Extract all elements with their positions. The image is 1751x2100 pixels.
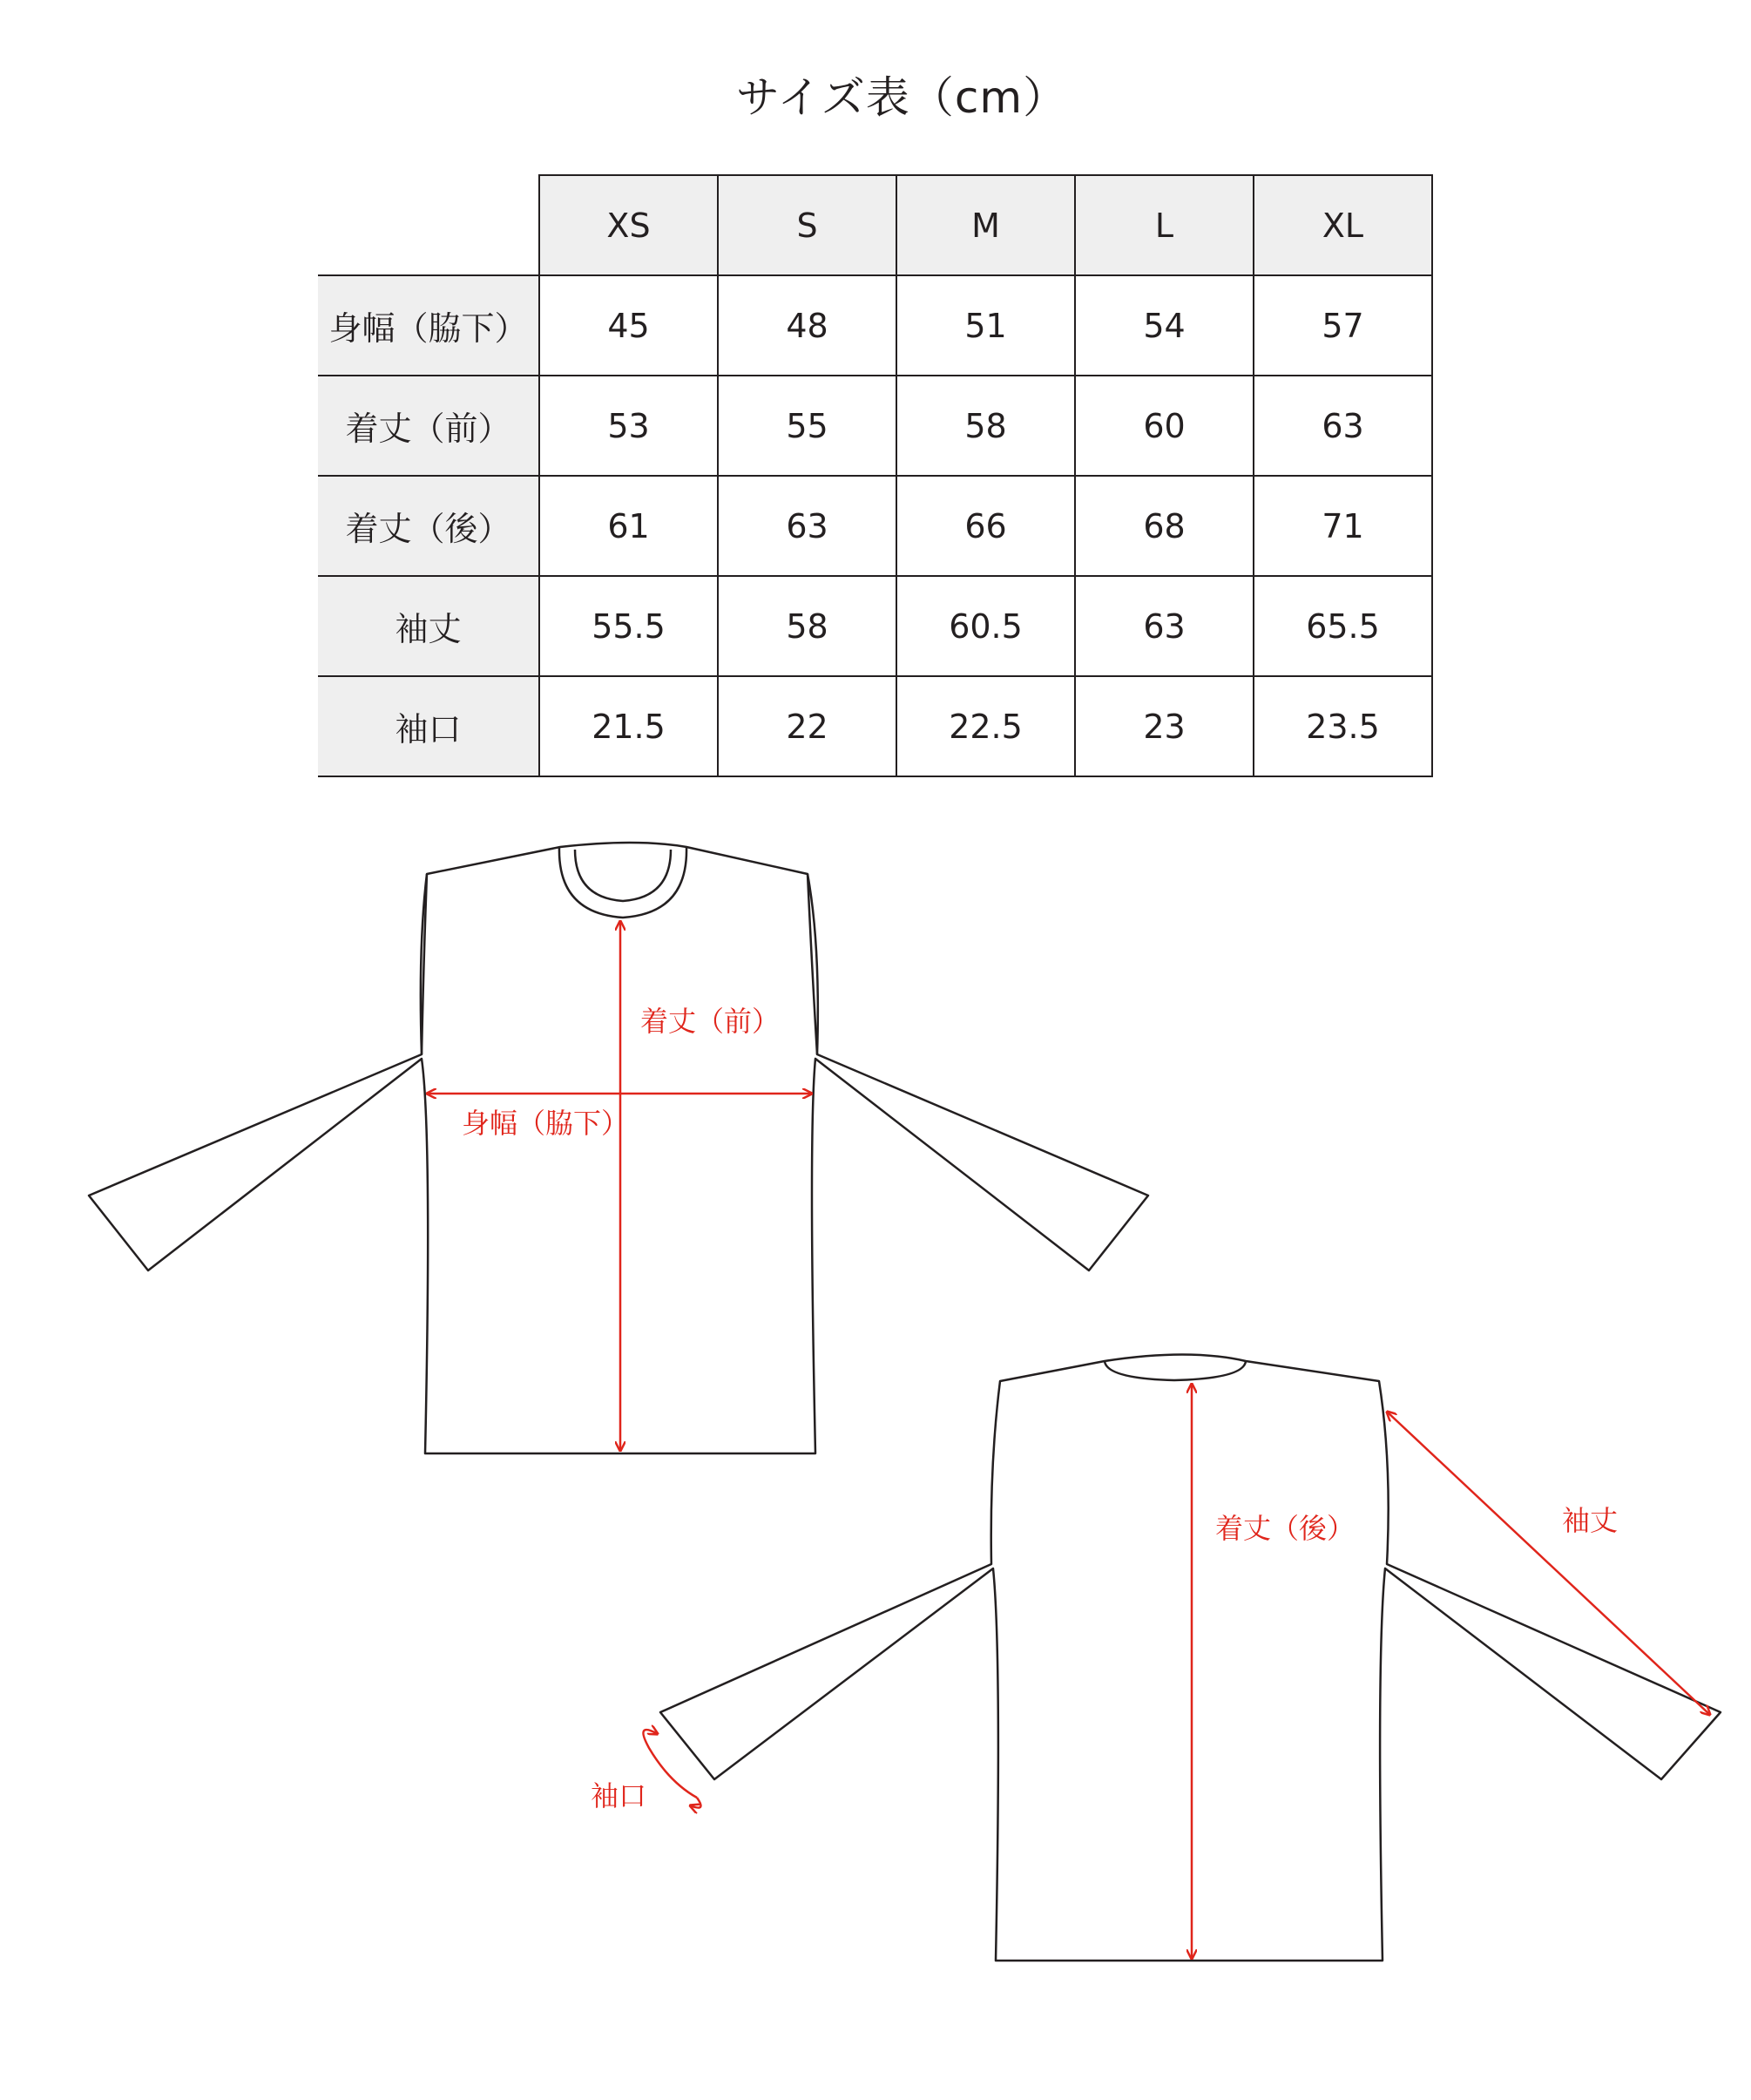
- table-cell: 66: [896, 476, 1075, 576]
- table-cell: 54: [1075, 275, 1254, 376]
- table-cell: 68: [1075, 476, 1254, 576]
- table-cell: 48: [718, 275, 896, 376]
- table-cell: 65.5: [1254, 576, 1432, 676]
- table-cell: 51: [896, 275, 1075, 376]
- table-cell: 58: [896, 376, 1075, 476]
- row-label: 身幅（脇下）: [318, 275, 539, 376]
- row-label: 着丈（前）: [318, 376, 539, 476]
- cuff-arrow-tail: [690, 1798, 701, 1808]
- front-shirt-outline: [89, 843, 1148, 1453]
- table-cell: 71: [1254, 476, 1432, 576]
- table-cell: 23.5: [1254, 676, 1432, 776]
- table-cell: 23: [1075, 676, 1254, 776]
- page-title: サイズ表（cm）: [735, 72, 1068, 123]
- table-cell: 55.5: [539, 576, 718, 676]
- sleeve-length-arrow: [1387, 1412, 1710, 1715]
- table-cell: 45: [539, 275, 718, 376]
- table-cell: 58: [718, 576, 896, 676]
- sleeve-length-label: 袖丈: [1562, 1504, 1619, 1537]
- table-cell: 60.5: [896, 576, 1075, 676]
- row-label: 袖丈: [318, 576, 539, 676]
- table-cell: 61: [539, 476, 718, 576]
- table-cell: 63: [1075, 576, 1254, 676]
- table-cell: 22.5: [896, 676, 1075, 776]
- chest-width-label: 身幅（脇下）: [462, 1107, 630, 1140]
- table-cell: 55: [718, 376, 896, 476]
- table-cell: 53: [539, 376, 718, 476]
- cuff-label: 袖口: [591, 1779, 647, 1812]
- table-cell: 63: [718, 476, 896, 576]
- column-header-xs: XS: [539, 175, 718, 275]
- column-header-m: M: [896, 175, 1075, 275]
- column-header-l: L: [1075, 175, 1254, 275]
- table-cell: 63: [1254, 376, 1432, 476]
- back-length-label: 着丈（後）: [1215, 1512, 1356, 1545]
- table-cell: 60: [1075, 376, 1254, 476]
- column-header-xl: XL: [1254, 175, 1432, 275]
- row-label: 着丈（後）: [318, 476, 539, 576]
- back-shirt-outline: [660, 1355, 1721, 1961]
- table-cell: 22: [718, 676, 896, 776]
- cuff-arrow: [643, 1730, 697, 1798]
- column-header-s: S: [718, 175, 896, 275]
- table-cell: 21.5: [539, 676, 718, 776]
- row-label: 袖口: [318, 676, 539, 776]
- front-length-label: 着丈（前）: [640, 1005, 781, 1038]
- table-cell: 57: [1254, 275, 1432, 376]
